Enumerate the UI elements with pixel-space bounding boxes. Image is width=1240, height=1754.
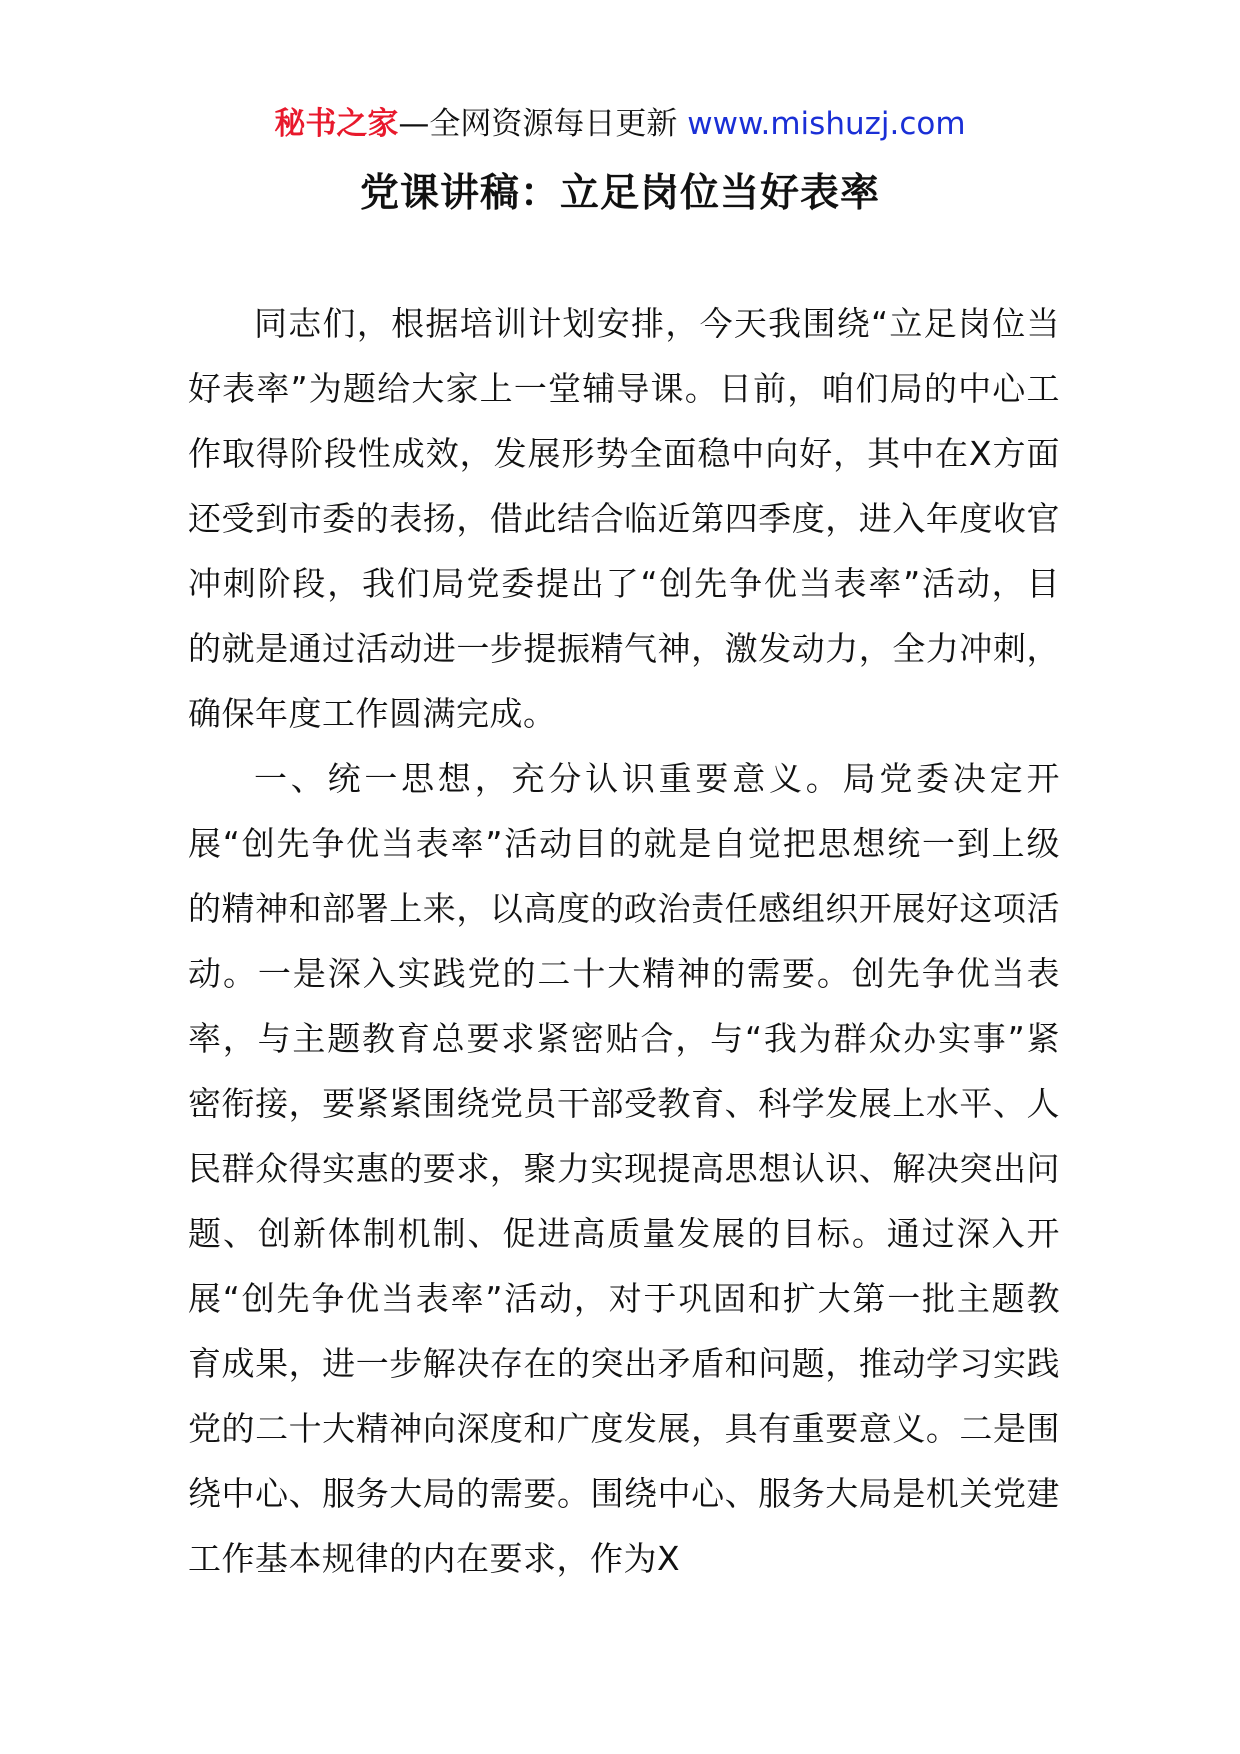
paragraph-intro: 同志们，根据培训计划安排，今天我围绕“立足岗位当好表率”为题给大家上一堂辅导课。日前，咱们局的中心工作取得阶段性成效，发展形势全面稳中向好，其中在X方面还受到市委的表扬，借此结合临近第四季度，进入年度收官冲刺阶段，我们局党委提出了“创先争优当表率”活动，目的就是通过活动进一步提振精气神，激发动力，全力冲刺，确保年度工作圆满完成。 — [188, 304, 1060, 733]
paragraph-section-one: 一、统一思想，充分认识重要意义。局党委决定开展“创先争优当表率”活动目的就是自觉把思想统一到上级的精神和部署上来，以高度的政治责任感组织开展好这项活动。一是深入实践党的二十大精神的需要。创先争优当表率，与主题教育总要求紧密贴合，与“我为群众办实事”紧密衔接，要紧紧围绕党员干部受教育、科学发展上水平、人民群众得实惠的要求，聚力实现提高思想认识、解决突出问题、创新体制机制、促进高质量发展的目标。通过深入开展“创先争优当表率”活动，对于巩固和扩大第一批主题教育成果，进一步解决存在的突出矛盾和问题，推动学习实践党的二十大精神向深度和广度发展，具有重要意义。二是围绕中心、服务大局的需要。围绕中心、服务大局是机关党建工作基本规律的内在要求，作为X — [188, 759, 1060, 1578]
document-body — [188, 291, 1060, 1591]
document-title: 党课讲稿：立足岗位当好表率 — [359, 171, 880, 216]
site-header — [0, 102, 1240, 146]
site-url-link[interactable]: www.mishuzj.com — [687, 106, 966, 142]
brand-name: 秘书之家 — [274, 106, 399, 142]
header-tagline: —全网资源每日更新 — [398, 106, 678, 142]
